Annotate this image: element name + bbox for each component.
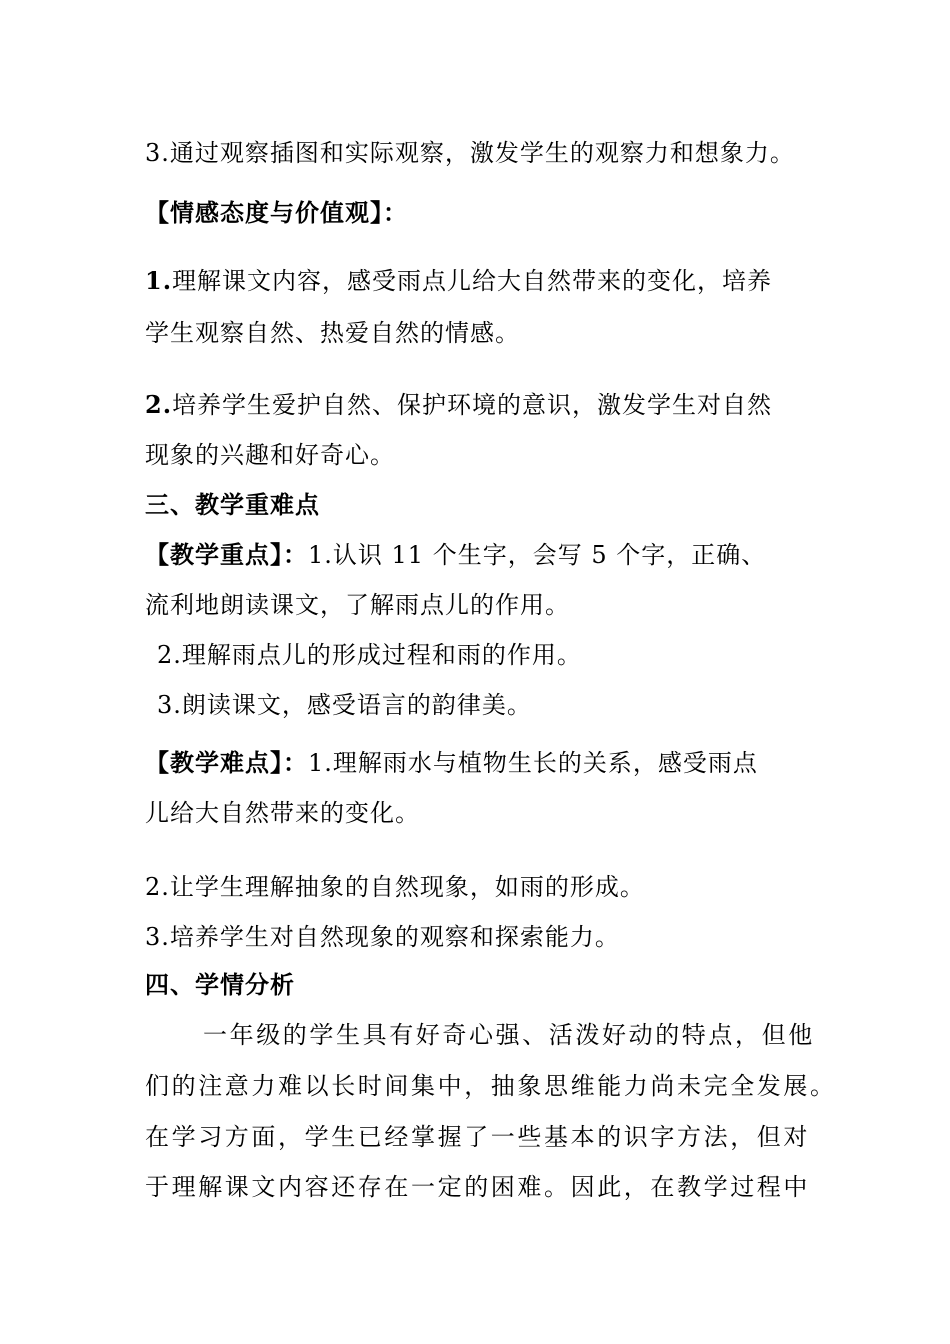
key-points-item-1-text: 1.认识 11 个生字，会写 5 个字，正确、 <box>308 541 767 569</box>
difficult-points-line-1 <box>145 748 758 778</box>
key-points-label: 【教学重点】： <box>145 541 308 569</box>
objective-3-line: 3.通过观察插图和实际观察，激发学生的观察力和想象力。 <box>145 139 795 167</box>
key-points-line-1 <box>145 540 766 570</box>
emotion-item-2-line-1 <box>145 390 772 420</box>
analysis-paragraph-line-2: 们的注意力难以长时间集中，抽象思维能力尚未完全发展。 <box>145 1072 837 1100</box>
emotion-item-2-number: 2. <box>145 390 173 419</box>
key-points-line-2: 流利地朗读课文，了解雨点儿的作用。 <box>145 591 570 619</box>
section-heading-3: 三、教学重难点 <box>145 491 320 519</box>
emotion-item-1-line-1 <box>145 266 772 296</box>
analysis-paragraph-line-1: 一年级的学生具有好奇心强、活泼好动的特点，但他 <box>203 1021 815 1049</box>
emotion-item-2-line-2: 现象的兴趣和好奇心。 <box>145 441 395 469</box>
section-heading-4: 四、学情分析 <box>145 971 295 999</box>
analysis-paragraph-line-4: 于理解课文内容还存在一定的困难。因此，在教学过程中 <box>145 1173 810 1201</box>
emotion-item-1-line-2: 学生观察自然、热爱自然的情感。 <box>145 319 520 347</box>
difficult-points-item-1-text: 1.理解雨水与植物生长的关系，感受雨点 <box>308 749 758 777</box>
key-points-item-2: 2.理解雨点儿的形成过程和雨的作用。 <box>157 641 582 669</box>
emotion-item-2-text: 培养学生爱护自然、保护环境的意识，激发学生对自然 <box>172 391 773 419</box>
emotion-item-1-text: 理解课文内容，感受雨点儿给大自然带来的变化，培养 <box>172 267 773 295</box>
emotion-item-1-number: 1. <box>145 266 173 295</box>
analysis-paragraph-line-3: 在学习方面，学生已经掌握了一些基本的识字方法，但对 <box>145 1123 810 1151</box>
section-label-emotion-values: 【情感态度与价值观】： <box>145 199 408 227</box>
difficult-points-item-3: 3.培养学生对自然现象的观察和探索能力。 <box>145 923 620 951</box>
difficult-points-line-2: 儿给大自然带来的变化。 <box>145 799 420 827</box>
difficult-points-label: 【教学难点】： <box>145 749 308 777</box>
difficult-points-item-2: 2.让学生理解抽象的自然现象，如雨的形成。 <box>145 873 645 901</box>
key-points-item-3: 3.朗读课文，感受语言的韵律美。 <box>157 691 532 719</box>
